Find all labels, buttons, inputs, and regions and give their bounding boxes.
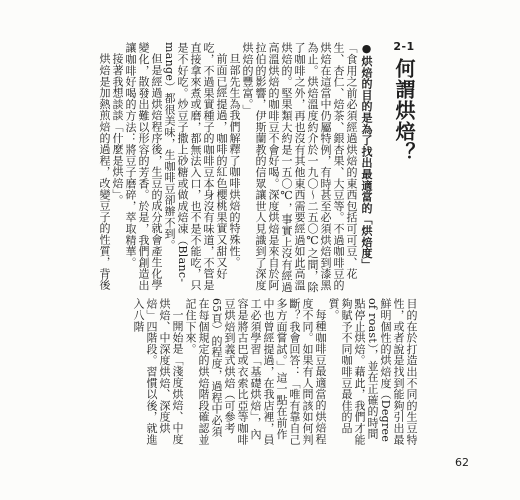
upper-text-tier: [100, 42, 358, 294]
paragraph: 每種咖啡豆最適當的烘焙程度不同。如果有人問該如何判斷？我會回答：「唯有靠自己多方面嘗試。」這一點在前作中也曾經提過，在我店裡，員工必須學習「基礎烘焙」，內容是將古巴或衣索比亞等咖啡豆烘焙到義式烘焙（可參考65頁）的程度，過程中必須在每個規定的烘焙階段確認並記住下來。: [184, 298, 327, 445]
paragraph: 但是經過烘焙程序後，生豆的成分就會產生化學變化，散發出難以形容的芳香。於是，我們創造出讓咖啡好喝的方法：將豆子磨碎，萃取精華。: [124, 42, 163, 291]
section-title: 何謂烘焙？: [392, 58, 416, 163]
subheading: ●烘焙的目的是為了找出最適當的「烘焙度」: [360, 42, 373, 270]
paragraph: 前面已經提過，咖啡的紅色櫻桃果實又甜又好吃，不過果實種子的咖啡豆本身沒有味道，不管是直接拿來煮或磨，都無法入口，也不是不能吃，只是不好吃。炒豆子撒上砂糖或做成焙凍（Blanc-mange）都很美味，生咖啡豆卻辦不到。: [163, 42, 228, 291]
section-number: 2-1: [393, 40, 415, 53]
paragraph: 目的在於打造出不同的生豆特性，或者說是找到能夠引出最鮮明個性的烘焙度（Degree of roast），並在正確的時間點停止烘焙。藉此，我們才能夠賦予不同咖啡豆最佳的品質。: [327, 298, 418, 445]
paragraph: 「食用之前必須經過烘焙的東西包括可可豆、花生、杏仁、焙茶、銀杏果、大豆等。不過咖啡豆的烘焙在這當中仍屬特例，有時甚至必須烘焙到漆黑為止。烘焙溫度約介於一九〇～二五〇℃之間，除了咖啡之外，再也沒有其他東西需要經過如此高溫烘焙的。堅果類大約是一五〇℃，事實上沒有經過高溫烘焙的咖啡豆不會好喝。深度烘焙是來自於阿拉伯的影響，伊斯蘭教的信眾讓世人見識到了深度烘焙的豐富。」: [241, 42, 358, 293]
paragraph: 旦部先生為我們解釋了咖啡烘焙的特殊性。: [228, 53, 241, 268]
paragraph: 一開始是「淺度烘焙、中度烘焙、中深度烘焙、深度烘焙」四階段。習慣以後，就進入八階: [132, 298, 184, 445]
paragraph: 烘焙是加熱煎焙的過程，改變豆子的性質，背後: [98, 53, 111, 291]
paragraph: 接著我想談談「什麼是烘焙」。: [111, 53, 124, 206]
page-number: 62: [455, 456, 469, 469]
lower-text-tier: [100, 298, 418, 448]
